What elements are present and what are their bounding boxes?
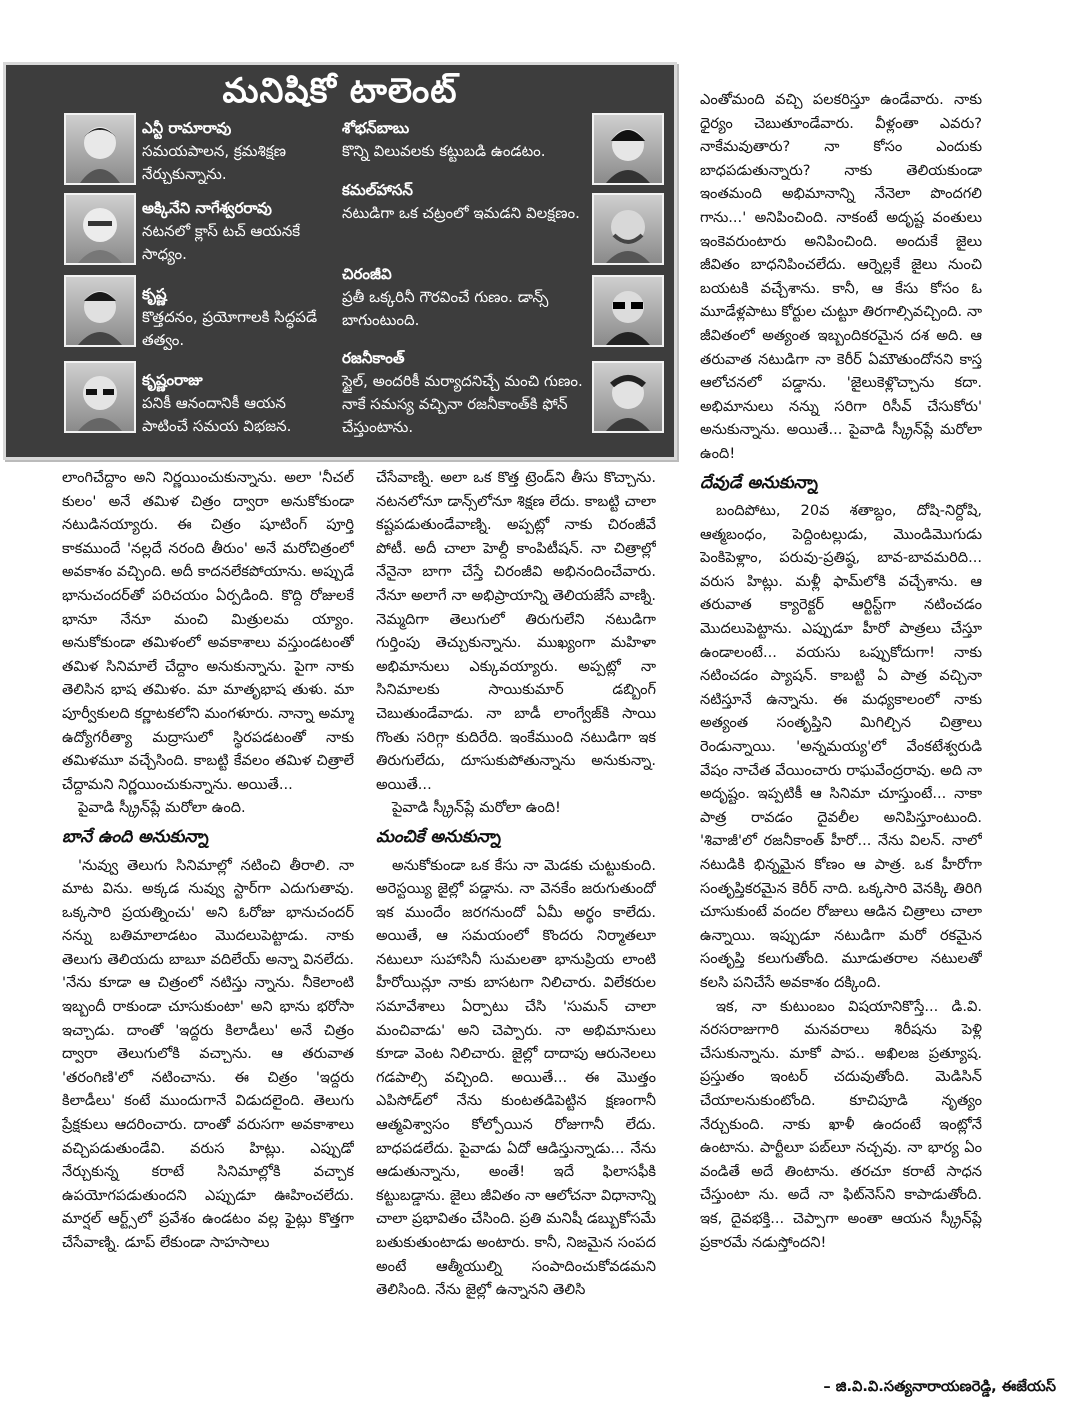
entry-text: పనికీ ఆనందానికీ ఆయన పాటించే సమయ విభజన. — [142, 394, 292, 435]
entry-text: కొత్తదనం, ప్రయోగాలకి సిద్ధపడే తత్వం. — [142, 308, 318, 349]
column-1 — [62, 466, 354, 1398]
paragraph: ఇక, నా కుటుంబం విషయానికొస్తే... డి.వి. నరసరాజుగారి మనవరాలు శిరీషను పెళ్లి చేసుకున్నాను. మాకో పాప.. అఖిలజ ప్రత్యూష. ప్రస్తుతం ఇంటర్ చదువుతోంది. మెడిసిన్ చేయాలనుకుంటోంది. కూచిపూడి నృత్యం నేర్చుకుంది. నాకు ఖాళీ ఉందంటే ఇంట్లోనే ఉంటాను. పార్టీలూ పబ్‌లూ నచ్చవు. నా భార్య ఏం వండితే అదే తింటాను. తరచూ కరాటే సాధన చేస్తుంటా ను. అదే నా ఫిట్‌నెస్‌ని కాపాడుతోంది. ఇక, దైవభక్తి... చెప్పాగా అంతా ఆయన స్క్రీన్‌ప్లే ప్రకారమే నడుస్తోందని! — [700, 997, 982, 1251]
paragraph: పైవాడి స్క్రీన్‌ప్లే మరోలా ఉంది. — [78, 799, 246, 817]
paragraph: 'నువ్వు తెలుగు సినిమాల్లో నటించి తీరాలి. నా మాట విను. అక్కడ నువ్వు స్టార్‌గా ఎదుగుతావు. ఒక్కసారి ప్రయత్నించు' అని ఓరోజు భానుచందర్ నన్ను బతిమాలాడటం మొదలుపెట్టాడు. నాకు తెలుగు తెలియదు బాబూ వదిలేయ్ అన్నా వినలేదు. 'నేను కూడా ఆ చిత్రంలో నటిస్తు న్నాను. నీకెలాంటి ఇబ్బందీ రాకుండా చూసుకుంటా' అని భాను భరోసా ఇచ్చాడు. దాంతో 'ఇద్దరు కిలాడీలు' అనే చిత్రం ద్వారా తెలుగులోకి వచ్చాను. ఆ తరువాత 'తరంగిణి'లో నటించాను. ఈ చిత్రం 'ఇద్దరు కిలాడీలు' కంటే ముందుగానే విడుదలైంది. తెలుగు ప్రేక్షకులు ఆదరించారు. దాంతో వరుసగా అవకాశాలు వచ్చిపడుతుండేవి. వరుస హిట్లు. ఎప్పుడో నేర్చుకున్న కరాటే సినిమాల్లోకి వచ్చాక ఉపయోగపడుతుందని ఎప్పుడూ ఊహించలేదు. మార్షల్ ఆర్ట్స్‌లో ప్రవేశం ఉండటం వల్ల ఫైట్లు కొత్తగా చేసేవాణ్ని. డూప్ లేకుండా సాహసాలు — [62, 856, 354, 1251]
entry-name: కమల్‌హాసన్ — [342, 181, 413, 199]
photo-sobhanbabu — [592, 113, 664, 185]
paragraph: పైవాడి స్క్రీన్‌ప్లే మరోలా ఉంది! — [392, 799, 561, 817]
entry-name: అక్కినేని నాగేశ్వరరావు — [142, 199, 272, 217]
entry-name: కృష్ణంరాజు — [142, 371, 203, 389]
entry-name: కృష్ణ — [142, 285, 167, 303]
entry-name: ఎన్టీ రామారావు — [142, 119, 232, 137]
entry-text: నటుడిగా ఒక చట్రంలో ఇమడని విలక్షణం. — [342, 204, 580, 222]
entry-kamalhasan — [342, 179, 586, 225]
entry-sobhanbabu — [342, 117, 586, 163]
author-byline: – జి.వి.వి.సత్యనారాయణరెడ్డి, ఈజేయస్ — [823, 1378, 1056, 1395]
paragraph: అనుకోకుండా ఒక కేసు నా మెడకు చుట్టుకుంది. అరెస్టయ్యి జైల్లో పడ్డాను. నా వెనకేం జరుగుతుందో ఇక ముందేం జరగనుందో ఏమీ అర్థం కాలేదు. అయితే, ఆ సమయంలో కొందరు నిర్మాతలూ నటులూ సుహాసినీ సుమలతా భానుప్రియ లాంటి హీరోయిన్లూ నాకు బాసటగా నిలిచారు. విలేకరుల సమావేశాలు ఏర్పాటు చేసి 'సుమన్ చాలా మంచివాడు' అని చెప్పారు. నా అభిమానులు కూడా వెంట నిలిచారు. జైల్లో దాదాపు ఆరునెలలు గడపాల్సి వచ్చింది. అయితే... ఈ మొత్తం ఎపిసోడ్‌లో నేను కుంటతడిపెట్టిన క్షణంగానీ ఆత్మవిశ్వాసం కోల్పోయిన రోజుగానీ లేదు. బాధపడలేదు. పైవాడు ఏదో ఆడిస్తున్నాడు... నేను ఆడుతున్నాను, అంతే! ఇదే ఫిలాసఫీకి కట్టుబడ్డాను. జైలు జీవితం నా ఆలోచనా విధానాన్ని చాలా ప్రభావితం చేసింది. ప్రతి మనిషీ డబ్బుకోసమే బతుకుతుంటాడు అంటారు. కానీ, నిజమైన సంపద అంటే ఆత్మీయుల్ని సంపాదించుకోవడమని తెలిసింది. నేను జైల్లో ఉన్నానని తెలిసి — [376, 856, 656, 1299]
subheading: బానే ఉంది అనుకున్నా — [62, 826, 209, 847]
entry-name: రజనీకాంత్ — [342, 349, 405, 367]
entry-text: కొన్ని విలువలకు కట్టుబడి ఉండటం. — [342, 142, 546, 160]
entry-text: నటనలో క్లాస్ టచ్ ఆయనకే సాధ్యం. — [142, 222, 301, 263]
photo-krishna — [64, 275, 136, 347]
entry-name: చిరంజీవి — [342, 265, 392, 283]
entry-name: శోభన్‌బాబు — [342, 119, 410, 137]
box-title: మనిషికో టాలెంట్ — [222, 71, 458, 111]
entry-text: సమయపాలన, క్రమశిక్షణ నేర్చుకున్నాను. — [142, 142, 287, 183]
entry-chiranjeevi — [342, 263, 586, 332]
photo-krishnamraju — [64, 361, 136, 433]
column-2 — [376, 466, 656, 1398]
entry-ntr — [142, 117, 332, 186]
photo-rajinikanth — [592, 361, 664, 433]
entry-anr — [142, 197, 332, 266]
subheading: దేవుడే అనుకున్నా — [700, 472, 818, 493]
entry-text: ప్రతీ ఒక్కరినీ గౌరవించే గుణం. డాన్స్ బాగుంటుంది. — [342, 288, 549, 329]
photo-chiranjeevi — [592, 275, 664, 347]
talent-box — [3, 62, 677, 460]
paragraph: లాంగిచేద్దాం అని నిర్ణయించుకున్నాను. అలా 'నీచల్ కులం' అనే తమిళ చిత్రం ద్వారా అనుకోకుండా నటుడినయ్యారు. ఈ చిత్రం షూటింగ్ పూర్తి కాకముందే 'నల్లదే నరంది తీరుం' అనే మరోచిత్రంలో అవకాశం వచ్చింది. అదీ కాదనలేకపోయాను. అప్పుడే భానుచందర్‌తో పరిచయం ఏర్పడింది. కొద్ది రోజులకే భానూ నేనూ మంచి మిత్రులమ య్యాం. అనుకోకుండా తమిళంలో అవకాశాలు వస్తుండటంతో తమిళ సినిమాలే చేద్దాం అనుకున్నాను. పైగా నాకు తెలిసిన భాష తమిళం. మా మాతృభాష తుళు. మా పూర్వీకులది కర్ణాటకలోని మంగళూరు. నాన్నా అమ్మా ఉద్యోగరీత్యా మద్రాసులో స్థిరపడటంతో నాకు తమిళమూ వచ్చేసింది. కాబట్టి కేవలం తమిళ చిత్రాలే చేద్దామని నిర్ణయించుకున్నాను. అయితే... — [62, 469, 354, 793]
photo-ntr — [64, 113, 136, 185]
photo-anr — [64, 193, 136, 265]
column-3 — [700, 88, 982, 1372]
paragraph: బందిపోటు, 20వ శతాబ్దం, దోషి-నిర్దోషి, ఆత్మబంధం, పెద్దింటల్లుడు, మొండిమొగుడు పెంకిపెళ్లాం, పరువు-ప్రతిష్ఠ, బావ-బావమరిది... వరుస హిట్లు. మళ్లీ ఫామ్‌లోకి వచ్చేశాను. ఆ తరువాత క్యారెక్టర్ ఆర్టిస్ట్‌గా నటించడం మొదలుపెట్టాను. ఎప్పుడూ హీరో పాత్రలు చేస్తూ ఉండాలంటే... వయసు ఒప్పుకోదుగా! నాకు నటించడం ప్యాషన్. కాబట్టి ఏ పాత్ర వచ్చినా నటిస్తూనే ఉన్నాను. ఈ మధ్యకాలంలో నాకు అత్యంత సంతృప్తిని మిగిల్చిన చిత్రాలు రెండున్నాయి. 'అన్నమయ్య'లో వేంకటేశ్వరుడి వేషం నాచేత వేయించారు రాఘవేంద్రరావు. అది నా అదృష్టం. ఇప్పటికీ ఆ సినిమా చూస్తుంటే... నాకా పాత్ర రావడం దైవలీల అనిపిస్తూంటుంది. 'శివాజీ'లో రజనీకాంత్ హీరో... నేను విలన్. నాలో నటుడికి భిన్నమైన కోణం ఆ పాత్ర. ఒక హీరోగా సంతృప్తికరమైన కెరీర్ నాది. ఒక్కసారి వెనక్కి తిరిగి చూసుకుంటే వందల రోజులు ఆడిన చిత్రాలు చాలా ఉన్నాయి. ఇప్పుడూ నటుడిగా మరో రకమైన సంతృప్తి కలుగుతోంది. మూడుతరాల నటులతో కలసి పనిచేసే అవకాశం దక్కింది. — [700, 502, 982, 991]
entry-text: స్టైల్, అందరికీ మర్యాదనిచ్చే మంచి గుణం. నాకే సమస్య వచ్చినా రజనీకాంత్‌కి ఫోన్ చేస్తుంటాను. — [342, 372, 583, 436]
paragraph: ఎంతోమంది వచ్చి పలకరిస్తూ ఉండేవారు. నాకు ధైర్యం చెబుతూండేవారు. వీళ్లంతా ఎవరు? నాకేమవుతారు? నా కోసం ఎందుకు బాధపడుతున్నారు? నాకు తెలియకుండా ఇంతమంది అభిమానాన్ని నేనెలా పొందగలి గాను...' అనిపించింది. నాకంటే అదృష్ట వంతులు ఇంకెవరుంటారు అనిపించింది. అందుకే జైలు జీవితం బాధనిపించలేదు. ఆర్నెల్లకే జైలు నుంచి బయటకి వచ్చేశాను. కానీ, ఆ కేసు కోసం ఓ మూడేళ్లపాటు కోర్టుల చుట్టూ తిరగాల్సివచ్చింది. నా జీవితంలో అత్యంత ఇబ్బందికరమైన దశ అది. ఆ తరువాత నటుడిగా నా కెరీర్ ఏమౌతుందోనని కాస్త ఆలోచనలో పడ్డాను. 'జైలుకెళ్లొచ్చాను కదా. అభిమానులు నన్ను సరిగా రిసీవ్ చేసుకోరు' అనుకున్నాను. అయితే... పైవాడి స్క్రీన్‌ప్లే మరోలా ఉంది! — [700, 91, 982, 462]
photo-kamalhasan — [592, 193, 664, 265]
entry-krishnamraju — [142, 369, 332, 438]
entry-krishna — [142, 283, 332, 352]
entry-rajinikanth — [342, 347, 586, 439]
subheading: మంచికే అనుకున్నా — [376, 826, 501, 847]
paragraph: చేసేవాణ్ని. అలా ఒక కొత్త ట్రెండ్‌ని తీసు కొచ్చాను. నటనలోనూ డాన్స్‌లోనూ శిక్షణ లేదు. కాబట్టి చాలా కష్టపడుతుండేవాణ్ని. అప్పట్లో నాకు చిరంజీవే పోటీ. అదీ చాలా హెల్దీ కాంపిటీషన్. నా చిత్రాల్లో నేనైనా బాగా చేస్తే చిరంజీవి అభినందించేవారు. నేనూ అలాగే నా అభిప్రాయాన్ని తెలియజేసే వాణ్ని. నెమ్మదిగా తెలుగులో తిరుగులేని నటుడిగా గుర్తింపు తెచ్చుకున్నాను. ముఖ్యంగా మహిళా అభిమానులు ఎక్కువయ్యారు. అప్పట్లో నా సినిమాలకు సాయికుమార్ డబ్బింగ్ చెబుతుండేవాడు. నా బాడీ లాంగ్వేజ్‌కి సాయి గొంతు సరిగ్గా కుదిరేది. ఇంకేముంది నటుడిగా ఇక తిరుగులేదు, దూసుకుపోతున్నాను అనుకున్నా. అయితే... — [376, 469, 656, 793]
